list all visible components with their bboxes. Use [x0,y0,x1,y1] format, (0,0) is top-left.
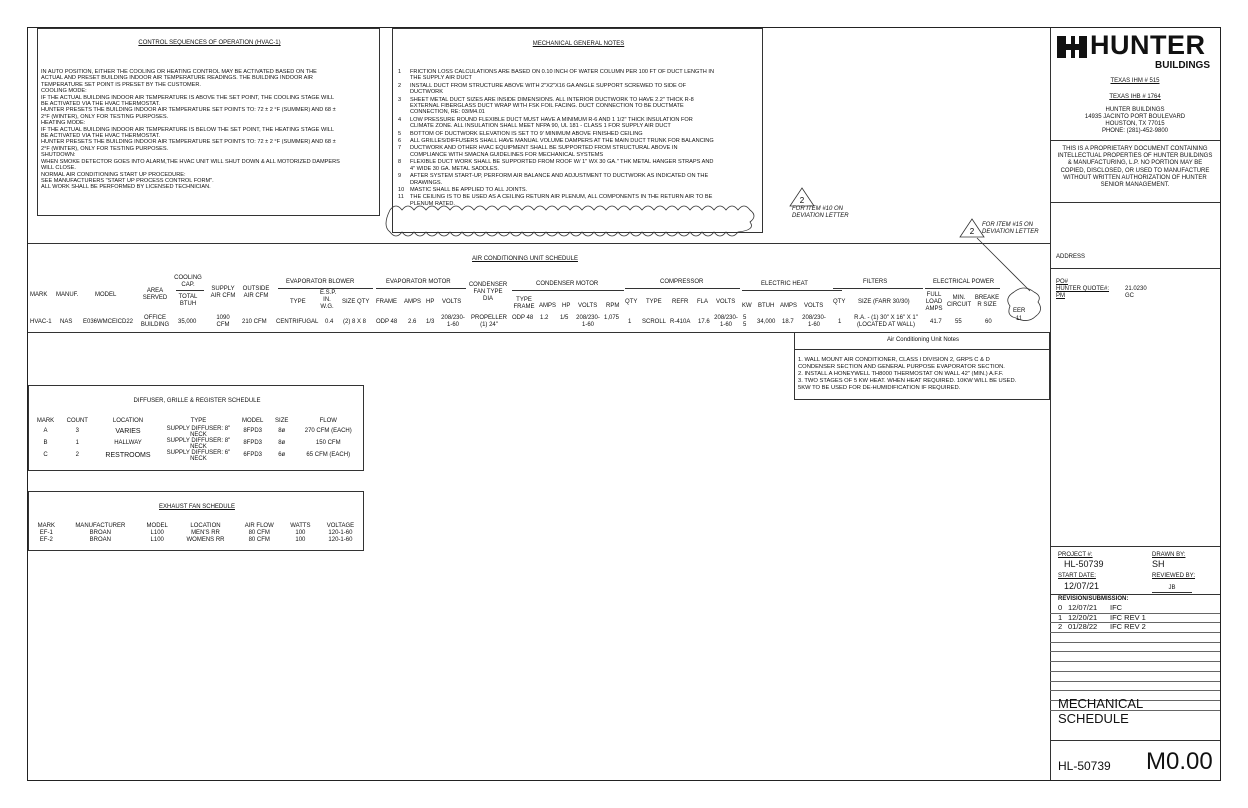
hdr-full-load: FULL LOAD AMPS [925,292,943,313]
reviewed-label: REVIEWED BY: [1152,573,1196,579]
exhaust-cell: L100 [150,537,164,543]
diffuser-cell: 6FPD3 [243,452,263,458]
diffuser-cell: 150 CFM [315,440,341,446]
po-label: PO# [1056,279,1069,285]
general-note-item [398,187,714,193]
row-min-circuit: 55 [955,319,962,325]
row-manuf: NAS [60,319,73,325]
company-name: HUNTER BUILDINGS [1105,107,1165,113]
control-sequence-line: HEATING MODE: [41,120,86,127]
diffuser-header-cell: TYPE [190,418,207,424]
hdr-compressor: COMPRESSOR [660,279,704,285]
diffuser-header-row [31,418,363,426]
hdr-comp-refr: REFR [672,299,689,305]
control-sequence-line: COOLING MODE: [41,88,87,95]
general-note-line: EXTERNAL FIBERGLASS DUCT WRAP WITH FSK FOIL FACING. DUCT CONNECTION TO BE DUCTMATE [410,103,684,110]
row-fla: 41.7 [930,319,942,325]
hdr-filter-qty: QTY [833,299,846,305]
row-evm-volts: 208/230-1-60 [441,315,465,329]
general-note-number: 8 [398,159,402,166]
revision-row [1050,682,1220,692]
texas-ihb: TEXAS IHB # 1764 [1109,94,1161,100]
row-area: OFFICE BUILDING [140,315,170,329]
revision-row [1050,643,1220,653]
hdr-total-btuh: TOTAL BTUH [178,294,198,308]
hdr-comp-type: TYPE [646,299,662,305]
revision-callout-1-line2: DEVIATION LETTER [792,213,849,220]
exhaust-header-cell: MANUFACTURER [75,523,126,529]
ac-note-line: 3. TWO STAGES OF 5 KW HEAT. WHEN HEAT REQUIRED. 10KW WILL BE USED. [798,378,1017,384]
revision-list [1050,604,1220,711]
exhaust-cell: EF-2 [39,537,53,543]
general-note-item [398,138,714,144]
hdr-outside: OUTSIDE AIR CFM [242,286,270,300]
hdr-evm-frame: FRAME [376,299,397,305]
diffuser-cell: 8ø [278,440,286,446]
quote-label: HUNTER QUOTE#: [1056,286,1110,292]
general-note-line: DUCTWORK [410,89,443,96]
revision-date: 12/07/21 [1068,603,1098,612]
revision-row [1050,633,1220,643]
exhaust-cell: WOMENS RR [186,537,225,543]
diffuser-cell: A [43,428,48,434]
control-sequence-line: NORMAL AIR CONDITIONING START UP PROCEDURE: [41,171,186,178]
ac-notes-list [798,357,1016,392]
revision-number: 1 [1058,612,1063,622]
exhaust-row [31,530,363,537]
revision-number: 2 [1058,622,1063,632]
general-note-line: THE CEILING IS TO BE USED AS A CEILING RETURN AIR PLENUM, ALL COMPONENTS IN THE RETURN AIR TO BE [410,194,713,201]
general-note-text [410,145,678,158]
hdr-model: MODEL [95,292,117,298]
hdr-breaker: BREAKE R SIZE [974,295,1000,309]
diffuser-cell: 65 CFM (EACH) [306,452,351,458]
general-note-text [410,173,708,186]
hdr-comp-fla: FLA [697,299,709,305]
revision-callout-1 [792,206,849,220]
brand-sub: BUILDINGS [1155,60,1210,71]
diffuser-cell: 8FPD3 [243,440,263,446]
control-sequence-line: TEMPERATURE SET POINT IS PRESET BY THE CUSTOMER. [41,81,201,88]
address-label: ADDRESS [1056,254,1086,260]
hdr-electric-heat: ELECTRIC HEAT [761,281,808,287]
revision-callout-2-line1: FOR ITEM #15 ON [982,222,1034,228]
general-note-text [410,117,693,130]
row-cm-volts: 208/230-1-60 [576,315,600,329]
general-note-line: AFTER SYSTEM START-UP, PERFORM AIR BALANCE AND ADJUSTMENT TO DUCTWORK AS INDICATED ON THE [410,173,709,180]
row-blower-type: CENTRIFUGAL [276,319,319,325]
diffuser-cell: B [43,440,48,446]
control-sequence-line: SHUTDOWN: [41,152,76,159]
control-sequence-line: HUNTER PRESETS THE BUILDING INDOOR AIR TEMPERATURE SET POINTS TO: 72 ± 2 °F (SUMMER) AND 68 ± [41,139,336,146]
diffuser-header-cell: FLOW [319,418,337,424]
texas-ihm: TEXAS IHM # 515 [1110,78,1160,84]
general-note-line: SHEET METAL DUCT SIZES ARE INSIDE DIMENSIONS. ALL INTERIOR DUCTWORK TO HAVE 2.2" THICK R-8 [410,96,694,103]
hdr-esp: E.S.P. IN. W.G. [320,290,337,311]
general-note-line: CLIMATE ZONE. ALL INSULATION SHALL MEET NFPA 90, UL 181 - CLASS 1 FOR SUPPLY AIR DUCT [410,123,671,130]
exhaust-header-cell: MARK [37,523,55,529]
row-eh-amps: 18.7 [782,319,794,325]
drawing-number: HL-50739 [1058,759,1111,773]
row-eh-kw: 5 5 [743,315,747,329]
ac-notes-title: Air Conditioning Unit Notes [886,337,960,343]
exhaust-cell: BROAN [89,530,111,536]
control-sequence-line: 2°F (WINTER), ONLY FOR TESTING PURPOSES. [41,145,169,152]
general-notes-list [398,69,714,208]
revision-date: 12/20/21 [1068,612,1098,622]
hdr-filter-size: SIZE (FARR 30/30) [858,299,910,305]
hdr-eh-amps: AMPS [780,303,798,309]
row-eer: 11 [1016,316,1023,322]
diffuser-header-cell: COUNT [66,418,88,424]
hdr-filters: FILTERS [863,279,888,285]
row-cm-hp: 1/5 [560,315,569,321]
hdr-eh-kw: KW [742,303,752,309]
revision-delta-number: 2 [799,196,805,205]
row-comp-refr: R-410A [670,319,691,325]
diffuser-header-cell: MARK [36,418,55,424]
diffuser-cell: 8ø [278,428,286,434]
hdr-cooling: COOLING CAP. [174,275,202,289]
diffuser-row [31,450,363,462]
revision-row [1050,652,1220,662]
diffuser-cell: 8FPD3 [243,428,263,434]
drawn-value: SH [1152,559,1165,569]
hdr-supply: SUPPLY AIR CFM [210,286,236,300]
exhaust-header-cell: WATTS [290,523,311,529]
row-cond-fan: PROPELLER (1) 24" [470,315,507,329]
exhaust-cell: 80 CFM [248,530,270,536]
revision-label: REVISION/SUBMISSION: [1058,596,1129,602]
control-sequence-line: WILL CLOSE. [41,165,76,172]
general-note-line: FLEXIBLE DUCT WORK SHALL BE SUPPORTED FROM ROOF W/ 1" WX 30 GA." THK METAL HANGER STRAPS AND [410,159,714,166]
hdr-size-qty: SIZE QTY [342,299,370,305]
general-note-item [398,173,714,186]
general-note-number: 2 [398,82,402,89]
general-note-number: 9 [398,173,402,180]
exhaust-schedule-box [28,491,364,551]
general-note-number: 6 [398,138,402,145]
diffuser-cell: SUPPLY DIFFUSER: 6" NECK [166,450,231,462]
diffuser-cell: 2 [75,452,79,458]
general-note-line: PLENUM RATED. [410,200,455,207]
general-note-number: 10 [398,186,405,193]
row-esp: 0.4 [325,319,334,325]
diffuser-header-cell: LOCATION [112,418,144,424]
general-note-text [410,97,694,116]
general-note-text [410,138,714,144]
hdr-evm-amps: AMPS [404,299,422,305]
exhaust-cell: 80 CFM [248,537,270,543]
revision-row [1050,623,1220,633]
exhaust-header-cell: LOCATION [190,523,221,529]
revision-date: 01/28/22 [1068,622,1098,632]
general-note-text [410,83,686,96]
hdr-cm-type-frame: TYPE FRAME [513,297,535,311]
diffuser-cell: RESTROOMS [105,452,151,459]
hdr-cm-amps: AMPS [539,303,557,309]
general-note-item [398,97,714,116]
hdr-min-circuit: MIN. CIRCUIT [946,295,972,309]
general-note-item [398,131,714,137]
hdr-evm-volts: VOLTS [442,299,462,305]
exhaust-header-cell: AIR FLOW [244,523,274,529]
row-eh-btuh: 34,000 [757,319,776,325]
general-note-text [410,69,714,82]
general-note-text [410,187,527,193]
start-value: 12/07/21 [1064,581,1100,591]
revision-callout-1-line1: FOR ITEM #10 ON [792,206,844,212]
control-sequence-line: WHEN SMOKE DETECTOR GOES INTO ALARM,THE HVAC UNIT WILL SHUT DOWN & ALL MOTORIZED DAMPERS [41,158,340,165]
diffuser-header-cell: SIZE [275,418,289,424]
control-sequence-line: 2°F (WINTER), ONLY FOR TESTING PURPOSES. [41,113,169,120]
hdr-eh-btuh: BTUH [758,303,775,309]
diffuser-row [31,426,363,438]
general-note-text [410,159,713,172]
revision-desc: IFC REV 1 [1110,612,1146,622]
general-note-number: 3 [398,96,402,103]
exhaust-schedule-title: EXHAUST FAN SCHEDULE [159,504,235,510]
hdr-comp-volts: VOLTS [716,299,736,305]
hdr-cm-rpm: RPM [606,303,620,309]
revision-delta-number: 2 [969,227,975,236]
exhaust-cell: MEN'S RR [191,530,220,536]
revision-desc: IFC [1110,603,1123,612]
control-sequences-box [37,28,380,216]
hdr-manuf: MANUF. [56,292,79,298]
diffuser-cell: 1 [75,440,79,446]
general-notes-title: MECHANICAL GENERAL NOTES [532,41,625,47]
sheet-title-1: MECHANICAL [1058,696,1144,711]
control-sequence-line: ACTUAL AND PRESET BUILDING INDOOR AIR TEMPERATURE READINGS. THE BUILDING INDOOR AIR [41,75,313,82]
row-evm-amps: 2.6 [408,319,417,325]
control-sequence-line: BE ACTIVATED VIA THE HVAC THERMOSTAT. [41,101,160,108]
revision-callout-2-line2: DEVIATION LETTER [982,229,1039,236]
row-mark: HVAC-1 [30,319,52,325]
ac-schedule-row [28,313,1050,331]
exhaust-table [31,523,363,544]
project-label: PROJECT #: [1058,552,1093,558]
control-sequence-line: IN AUTO POSITION, EITHER THE COOLING OR HEATING CONTROL MAY BE ACTIVATED BASED ON THE [41,69,317,75]
exhaust-cell: EF-1 [39,530,53,536]
pm-label: PM [1056,293,1065,299]
start-label: START DATE: [1058,573,1096,579]
project-value: HL-50739 [1064,559,1104,569]
ac-note-line: 5KW TO BE USED FOR DE-HUMIDIFICATION IF REQUIRED. [798,385,961,391]
diffuser-cell: HALLWAY [114,440,142,446]
revision-desc: IFC REV 2 [1110,622,1146,632]
row-cm-amps: 1.2 [540,315,549,321]
row-filter-qty: 1 [838,319,842,325]
proprietary-notice: THIS IS A PROPRIETARY DOCUMENT CONTAINING INTELLECTUAL PROPERTIES OF HUNTER BUILDINGS & MANUFACTURING, L.P. NO PORTION MAY BE COPIED, DISCLOSED, OR USED TO MANUFACTURE WITHOUT WRITTEN AUTHORIZATION OF HUNTER SENIOR MANAGEMENT. [1057,146,1213,189]
ac-schedule-title: AIR CONDITIONING UNIT SCHEDULE [472,256,578,262]
exhaust-header-row [31,523,363,530]
row-breaker: 60 [985,319,992,325]
revision-delta-icon [788,186,816,208]
diffuser-cell: C [43,452,48,458]
diffuser-table [31,418,363,462]
brand-name: HUNTER [1090,30,1206,60]
revision-cloud-notes [385,200,765,240]
exhaust-header-cell: MODEL [146,523,168,529]
general-note-text [410,131,643,137]
row-cm-frame: ODP 48 [512,315,534,321]
general-note-line: THE SUPPLY AIR DUCT [410,75,472,82]
hdr-cm-volts: VOLTS [578,303,598,309]
quote-value: 21.0230 [1125,286,1147,292]
exhaust-cell: 100 [295,537,306,543]
revision-number: 0 [1058,603,1063,612]
exhaust-header-cell: VOLTAGE [326,523,355,529]
row-eh-volts: 208/230-1-60 [802,315,826,329]
row-cm-rpm: 1,075 [604,315,620,321]
diffuser-schedule-box [28,385,364,471]
row-evm-hp: 1/3 [426,319,435,325]
general-note-line: LOW PRESSURE ROUND FLEXIBLE DUCT MUST HAVE A MINIMUM R-6 AND 1 1/2" THICK INSULATION FOR [410,116,693,123]
sheet-title-2: SCHEDULE [1058,711,1129,726]
general-note-number: 7 [398,145,402,152]
general-note-line: CONNECTION, RE: 03/M4.01 [410,109,485,116]
row-comp-fla: 17.6 [698,319,710,325]
exhaust-cell: L100 [150,530,164,536]
ac-note-line: 1. WALL MOUNT AIR CONDITIONER, CLASS I DIVISION 2, GRPS C & D [798,357,990,363]
hdr-area: AREA SERVED [142,288,168,302]
general-note-line: DUCTWORK AND OTHER HVAC EQUIPMENT SHALL BE SUPPORTED FROM STRUCTURAL ABOVE IN [410,145,678,152]
general-note-line: BOTTOM OF DUCTWORK ELEVATION IS SET TO 9' MINIMUM ABOVE FINISHED CEILING [410,130,643,137]
general-note-item [398,83,714,96]
hdr-mark: MARK [30,292,48,298]
reviewed-value: JB [1152,585,1192,593]
general-note-line: COMPLIANCE WITH SMACNA GUIDELINES FOR MECHANICAL SYSTEMS [410,151,604,158]
exhaust-cell: BROAN [89,537,111,543]
general-note-number: 4 [398,116,402,123]
row-comp-qty: 1 [628,319,632,325]
pm-value: GC [1125,293,1134,299]
row-btuh: 35,000 [178,319,197,325]
general-note-line: INSTALL DUCT FROM STRUCTURE ABOVE WITH 2"X2"X16 GA ANGLE SUPPORT SCREWED TO SIDE OF [410,82,687,89]
revision-row [1050,672,1220,682]
title-block [1050,28,1220,780]
general-note-number: 11 [398,194,404,201]
exhaust-cell: 100 [295,530,306,536]
hdr-eh-volts: VOLTS [804,303,824,309]
general-note-line: MASTIC SHALL BE APPLIED TO ALL JOINTS. [410,186,528,193]
row-outside: 210 CFM [242,319,267,325]
company-city: HOUSTON, TX 77015 [1105,121,1165,127]
ac-note-line: 2. INSTALL A HONEYWELL TH8000 THERMOSTAT ON WALL 42" (MIN.) A.F.F. [798,371,1004,377]
ac-notes-box [794,332,1050,400]
general-note-number: 1 [398,69,402,75]
control-sequence-line: HUNTER PRESETS THE BUILDING INDOOR AIR TEMPERATURE SET POINTS TO: 72 ± 2 °F (SUMMER) AND 68 ± [41,107,336,114]
general-note-line: ALL GRILLES/DIFFUSERS SHALL HAVE MANUAL VOLUME DAMPERS AT THE MAIN DUCT TRUNK FOR BALANCING [410,138,714,145]
control-sequences-title: CONTROL SEQUENCES OF OPERATION (HVAC-1) [138,40,281,46]
row-comp-type: SCROLL [642,319,667,325]
hdr-evm-hp: HP [426,299,435,305]
diffuser-schedule-title: DIFFUSER, GRILLE & REGISTER SCHEDULE [133,398,261,404]
company-phone: PHONE: (281)-452-9800 [1101,128,1169,134]
exhaust-row [31,537,363,544]
control-sequence-line: SEE MANUFACTURERS "START UP PROCESS CONTROL FORM". [41,177,214,184]
diffuser-cell: 3 [75,428,79,434]
sheet-number: M0.00 [1146,748,1213,775]
hdr-evap-blower: EVAPORATOR BLOWER [286,279,355,285]
control-sequences-text [41,69,340,191]
exhaust-cell: 120-1-60 [328,530,353,536]
company-street: 14935 JACINTO PORT BOULEVARD [1084,114,1186,120]
diffuser-cell: 6ø [278,452,286,458]
general-note-line: DRAWINGS. [410,179,443,186]
drawn-label: DRAWN BY: [1152,552,1186,558]
hdr-cm-hp: HP [562,303,571,309]
hdr-cond-motor: CONDENSER MOTOR [536,281,599,287]
row-comp-volts: 208/230-1-60 [714,315,738,329]
hdr-blower-type: TYPE [290,299,306,305]
diffuser-cell: VARIES [115,428,141,435]
control-sequence-line: IF THE ACTUAL BUILDING INDOOR AIR TEMPERATURE IS BELOW THE SET POINT, THE HEATING STAGE WILL [41,126,334,133]
hdr-comp-qty: QTY [625,299,638,305]
revision-callout-2 [982,222,1039,236]
hdr-eer: EER [1013,308,1026,314]
diffuser-cell: 270 CFM (EACH) [304,428,352,434]
general-note-line: FRICTION LOSS CALCULATIONS ARE BASED ON 0.10 INCH OF WATER COLUMN PER 100 FT OF DUCT LENGTH IN [410,69,714,75]
control-sequence-line: ALL WORK SHALL BE PERFORMED BY LICENSED TECHNICIAN. [41,184,211,191]
diffuser-header-cell: MODEL [242,418,264,424]
row-filter-size: R.A. - (1) 30" X 16" X 1" (LOCATED AT WALL) [854,315,918,329]
general-note-item [398,117,714,130]
general-note-item [398,159,714,172]
diffuser-row [31,438,363,450]
control-sequence-line: IF THE ACTUAL BUILDING INDOOR AIR TEMPERATURE IS ABOVE THE SET POINT, THE COOLING STAGE WILL [41,94,335,101]
ac-note-line: CONDENSER SECTION AND GENERAL PURPOSE EVAPORATOR SECTION. [798,364,1005,370]
schedule-border-top [28,243,1050,244]
hunter-logo-icon [1057,36,1089,58]
general-note-item [398,145,714,158]
control-sequence-line: BE ACTIVATED VIA THE HVAC THERMOSTAT. [41,133,160,140]
general-note-number: 5 [398,130,402,137]
exhaust-cell: 120-1-60 [328,537,353,543]
row-size-qty: (2) 8 X 8 [343,319,367,325]
general-note-line: 4" WIDE 30 GA. METAL SADDLES. [410,165,500,172]
revision-cloud-eer [1004,286,1044,326]
hdr-evap-motor: EVAPORATOR MOTOR [386,279,451,285]
row-supply: 1090 CFM [216,315,230,329]
row-evm-frame: ODP 48 [376,319,398,325]
revision-row [1050,662,1220,672]
diffuser-cell: SUPPLY DIFFUSER: 8" NECK [166,426,231,438]
diffuser-cell: SUPPLY DIFFUSER: 8" NECK [166,438,231,450]
hdr-cond-fan: CONDENSER FAN TYPE DIA [468,282,508,303]
hdr-elec-power: ELECTRICAL POWER [933,279,995,285]
row-model: E036WMCEICD22 [83,319,134,325]
general-note-item [398,69,714,82]
